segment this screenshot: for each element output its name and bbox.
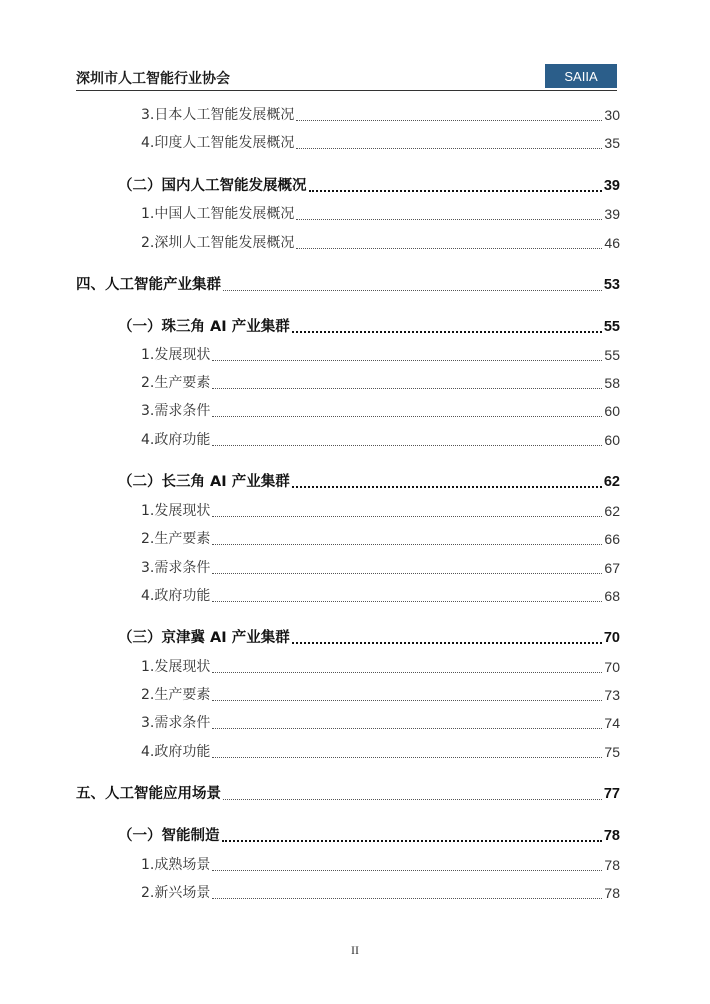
toc-entry[interactable] [141,656,620,678]
toc-entry-page: 39 [603,178,620,194]
toc-entry-page: 77 [603,786,620,802]
toc-entry[interactable] [76,274,620,296]
toc-entry[interactable] [141,585,620,607]
toc-entry[interactable] [141,528,620,550]
toc-entry[interactable] [141,557,620,579]
dot-leader [223,798,602,800]
toc-entry[interactable] [141,232,620,254]
dot-leader [212,699,602,701]
dot-leader [296,147,602,149]
dot-leader [292,330,602,333]
toc-entry-page: 60 [604,432,620,448]
toc-entry-page: 74 [604,715,620,731]
toc-entry-page: 53 [603,277,620,293]
toc-entry[interactable] [141,372,620,394]
toc-entry[interactable] [118,175,620,197]
toc-entry-title: （一）智能制造 [118,828,220,844]
toc-entry[interactable] [141,854,620,876]
toc-entry-page: 70 [603,630,620,646]
toc-entry-title: 4.政府功能 [141,588,211,604]
toc-entry[interactable] [118,316,620,338]
toc-entry-page: 58 [604,375,620,391]
toc-entry[interactable] [141,400,620,422]
page-header [76,64,617,91]
toc-entry[interactable] [141,741,620,763]
toc-entry[interactable] [118,627,620,649]
toc-entry[interactable] [141,684,620,706]
toc-entry[interactable] [141,500,620,522]
toc-entry-page: 62 [603,474,620,490]
toc-entry-title: 2.新兴场景 [141,885,211,901]
toc-entry[interactable] [141,132,620,154]
dot-leader [212,727,602,729]
dot-leader [212,756,602,758]
toc-entry-title: 五、人工智能应用场景 [76,786,221,802]
page-number: II [351,943,359,957]
toc-entry-title: 3.需求条件 [141,715,211,731]
dot-leader [292,641,602,644]
toc-entry-title: （一）珠三角 AI 产业集群 [118,319,290,335]
toc-entry-page: 73 [604,687,620,703]
toc-entry-page: 55 [603,319,620,335]
dot-leader [212,359,602,361]
toc-entry-title: 四、人工智能产业集群 [76,277,221,293]
toc-entry[interactable] [141,203,620,225]
toc-entry-title: 4.政府功能 [141,744,211,760]
dot-leader [212,387,602,389]
toc-entry-title: 1.中国人工智能发展概况 [141,206,295,222]
toc-entry-page: 78 [604,857,620,873]
dot-leader [309,189,602,192]
dot-leader [296,247,602,249]
dot-leader [222,839,602,842]
toc-entry-title: 1.发展现状 [141,503,211,519]
dot-leader [212,869,602,871]
toc-entry-title: 4.政府功能 [141,432,211,448]
toc-entry-title: 1.发展现状 [141,347,211,363]
toc-entry-title: 3.需求条件 [141,403,211,419]
toc-entry-page: 68 [604,588,620,604]
dot-leader [212,671,602,673]
toc-entry-title: （三）京津冀 AI 产业集群 [118,630,290,646]
toc-entry-page: 39 [604,206,620,222]
organization-name: 深圳市人工智能行业协会 [76,71,230,87]
toc-entry-title: （二）国内人工智能发展概况 [118,178,307,194]
toc-entry-page: 70 [604,659,620,675]
toc-entry[interactable] [118,471,620,493]
toc-entry[interactable] [141,429,620,451]
toc-entry-page: 66 [604,531,620,547]
dot-leader [212,897,602,899]
toc-entry[interactable] [141,104,620,126]
toc-entry-page: 75 [604,744,620,760]
toc-entry-page: 60 [604,403,620,419]
toc-entry-title: 2.生产要素 [141,531,211,547]
toc-entry-page: 78 [604,885,620,901]
toc-entry-title: 1.成熟场景 [141,857,211,873]
toc-entry-title: 3.需求条件 [141,560,211,576]
dot-leader [212,444,602,446]
toc-entry-title: （二）长三角 AI 产业集群 [118,474,290,490]
toc-entry-title: 2.生产要素 [141,375,211,391]
dot-leader [296,218,602,220]
dot-leader [296,119,602,121]
toc-entry[interactable] [141,712,620,734]
toc-entry-title: 2.深圳人工智能发展概况 [141,235,295,251]
toc-entry-page: 67 [604,560,620,576]
toc-entry-page: 78 [603,828,620,844]
dot-leader [223,289,602,291]
toc-entry-page: 55 [604,347,620,363]
dot-leader [212,572,602,574]
toc-entry-title: 1.发展现状 [141,659,211,675]
dot-leader [212,543,602,545]
toc-entry[interactable] [118,825,620,847]
toc-entry[interactable] [76,783,620,805]
dot-leader [212,415,602,417]
dot-leader [292,485,602,488]
toc-entry-page: 35 [604,135,620,151]
toc-entry-title: 4.印度人工智能发展概况 [141,135,295,151]
toc-entry-title: 3.日本人工智能发展概况 [141,107,295,123]
toc-entry[interactable] [141,882,620,904]
toc-entry-page: 62 [604,503,620,519]
dot-leader [212,600,602,602]
toc-entry-title: 2.生产要素 [141,687,211,703]
dot-leader [212,515,602,517]
toc-entry-page: 30 [604,107,620,123]
toc-entry[interactable] [141,344,620,366]
saiia-badge: SAIIA [545,64,617,88]
toc-entry-page: 46 [604,235,620,251]
